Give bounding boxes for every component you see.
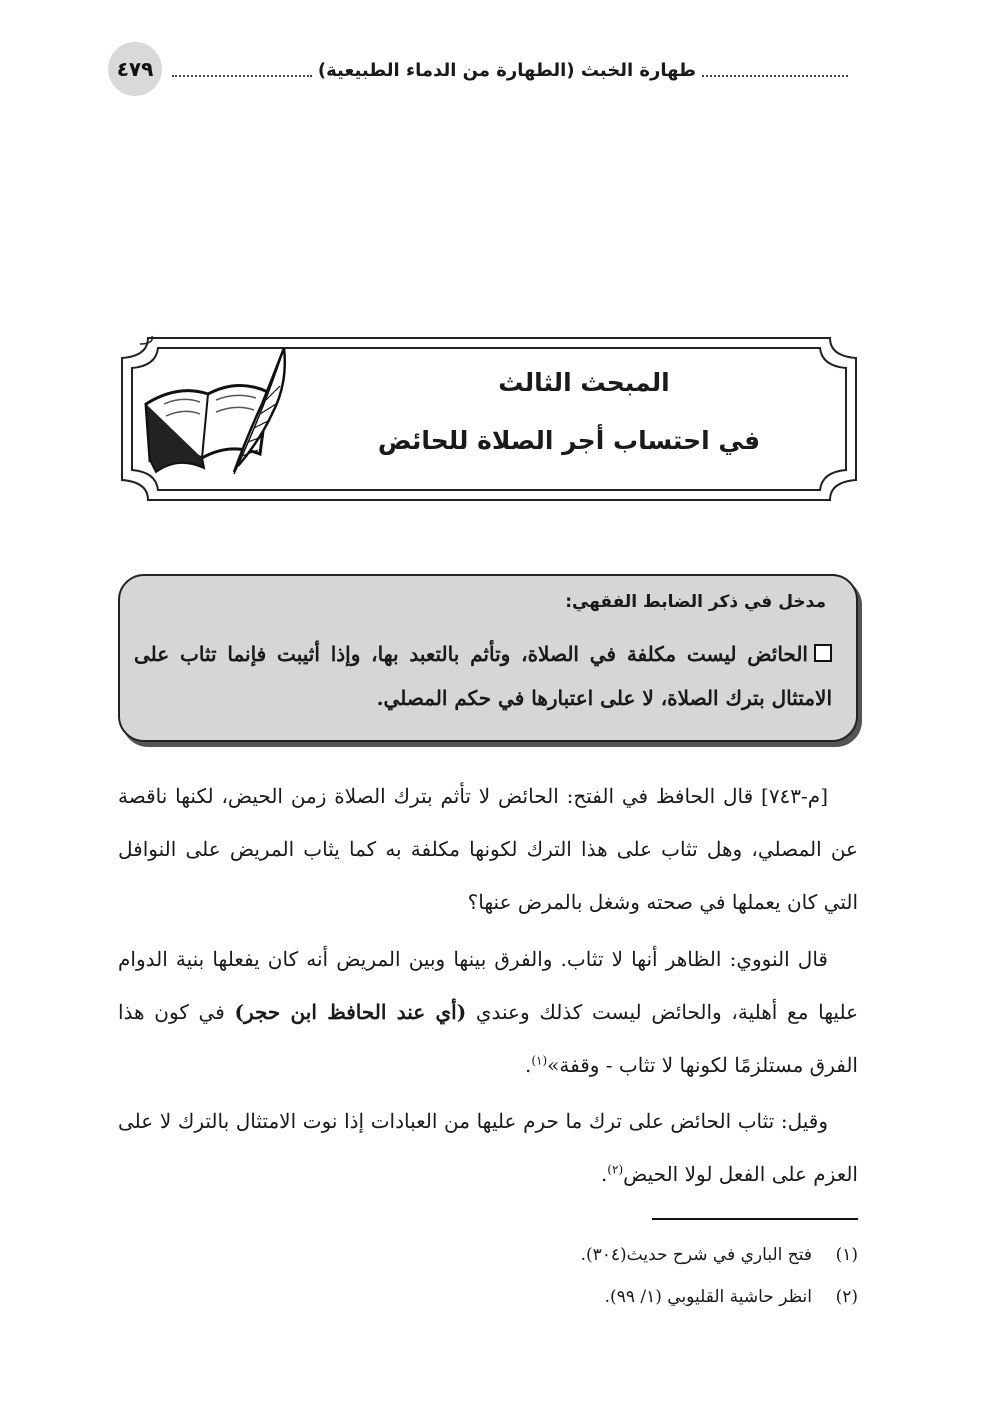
header-leader-dots xyxy=(702,63,848,77)
paragraph-3-end: . xyxy=(600,1162,608,1186)
paragraph-3 xyxy=(118,1095,858,1201)
header-leader-dots xyxy=(172,63,312,77)
paragraph-1 xyxy=(118,770,858,929)
footnote-number: (٢) xyxy=(835,1287,858,1307)
footnotes xyxy=(118,1234,858,1318)
footnote-text: انظر حاشية القليوبي (١/ ٩٩). xyxy=(604,1287,812,1307)
book-quill-icon xyxy=(138,344,288,484)
rule-text: الحائض ليست مكلفة في الصلاة، وتأثم بالتعبد بها، وإذا أثيبت فإنما تثاب على الامتثال بترك الصلاة، لا على اعتبارها في حكم المصلي. xyxy=(134,642,832,710)
running-title xyxy=(172,56,848,84)
checkbox-icon xyxy=(814,644,832,662)
section-subtitle: في احتساب أجر الصلاة للحائض xyxy=(377,426,761,455)
section-title-frame xyxy=(118,334,860,504)
footnote-item xyxy=(118,1234,858,1276)
paragraph-1-text: [م-٧٤٣] قال الحافظ في الفتح: الحائض لا تأثم بترك الصلاة زمن الحيض، لكنها ناقصة عن المصلي، وهل تثاب على هذا الترك لكونها مكلفة به كما يثاب المريض على النوافل التي كان يعملها في صحته وشغل بالمرض عنها؟ xyxy=(118,784,858,914)
footnote-text: فتح الباري في شرح حديث(٣٠٤). xyxy=(580,1245,812,1265)
footnote-ref-2[interactable]: (٢) xyxy=(607,1162,624,1177)
rule-box xyxy=(118,574,858,742)
paragraph-2-text-a: قال النووي: الظاهر أنها لا تثاب. والفرق بينها وبين المريض أنه كان يفعلها بنية الدوام عليها مع أهلية، والحائض ليست كذلك وعندي xyxy=(118,947,859,1024)
page-number: ٤٧٩ xyxy=(108,42,162,96)
paragraph-2-text-b: في كون هذا الفرق مستلزمًا لكونها لا تثاب - وقفة» xyxy=(118,1000,858,1077)
section-title: المبحث الثالث xyxy=(498,368,670,397)
footnote-number: (١) xyxy=(835,1245,858,1265)
footnote-item xyxy=(118,1276,858,1318)
footnote-ref-1[interactable]: (١) xyxy=(531,1053,548,1068)
page-header xyxy=(108,42,848,96)
rule-heading: مدخل في ذكر الضابط الفقهي: xyxy=(565,592,826,612)
running-title-text: طهارة الخبث (الطهارة من الدماء الطبيعية) xyxy=(317,59,696,81)
paragraph-2-bold: (أي عند الحافظ ابن حجر) xyxy=(234,1000,467,1024)
footnote-separator xyxy=(652,1218,858,1220)
paragraph-2-end: . xyxy=(524,1053,532,1077)
paragraph-2 xyxy=(118,933,858,1092)
rule-text-block xyxy=(134,632,832,720)
paragraph-3-text: وقيل: تثاب الحائض على ترك ما حرم عليها من العبادات إذا نوت الامتثال بالترك لا على العزم على الفعل لولا الحيض xyxy=(118,1109,858,1186)
